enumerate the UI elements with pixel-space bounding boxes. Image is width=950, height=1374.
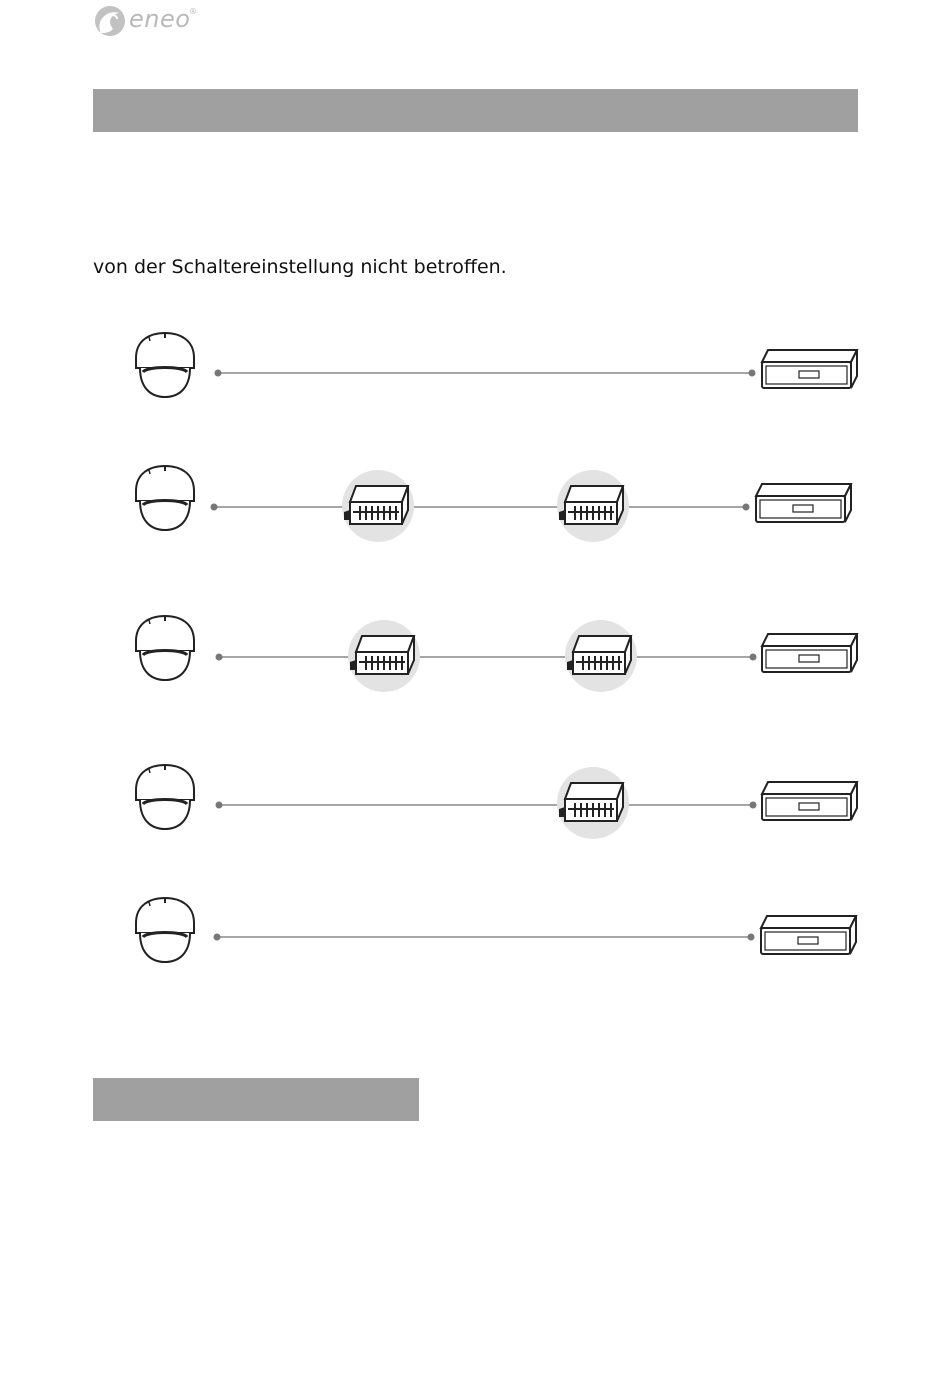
- diagram-row-3: [136, 616, 857, 692]
- diagram-row-5: [136, 898, 856, 962]
- dome-camera-icon: [136, 616, 194, 680]
- cable-endpoint: [216, 802, 223, 809]
- repeater-icon: [565, 620, 637, 692]
- recorder-icon: [762, 782, 857, 820]
- dome-camera-icon: [136, 898, 194, 962]
- diagram-row-2: [136, 466, 851, 542]
- repeater-icon: [348, 620, 420, 692]
- cable-endpoint: [750, 654, 757, 661]
- cable-endpoint: [216, 654, 223, 661]
- recorder-icon: [761, 916, 856, 954]
- recorder-icon: [762, 634, 857, 672]
- dome-camera-icon: [136, 466, 194, 530]
- dome-camera-icon: [136, 333, 194, 397]
- recorder-icon: [756, 484, 851, 522]
- repeater-icon: [557, 767, 629, 839]
- repeater-icon: [557, 470, 629, 542]
- cable-endpoint: [211, 504, 218, 511]
- logo-wordmark: eneo: [129, 5, 191, 33]
- body-text-line: von der Schaltereinstellung nicht betroffen.: [93, 256, 507, 278]
- dome-camera-icon: [136, 765, 194, 829]
- logo-registered-mark: ®: [189, 7, 197, 16]
- repeater-icon: [342, 470, 414, 542]
- cable-endpoint: [743, 504, 750, 511]
- cable-endpoint: [750, 802, 757, 809]
- cable-endpoint: [748, 934, 755, 941]
- diagram-row-1: [136, 333, 857, 397]
- cable-endpoint: [214, 934, 221, 941]
- cable-endpoint: [215, 370, 222, 377]
- diagram-row-4: [136, 765, 857, 839]
- recorder-icon: [762, 350, 857, 388]
- cable-endpoint: [749, 370, 756, 377]
